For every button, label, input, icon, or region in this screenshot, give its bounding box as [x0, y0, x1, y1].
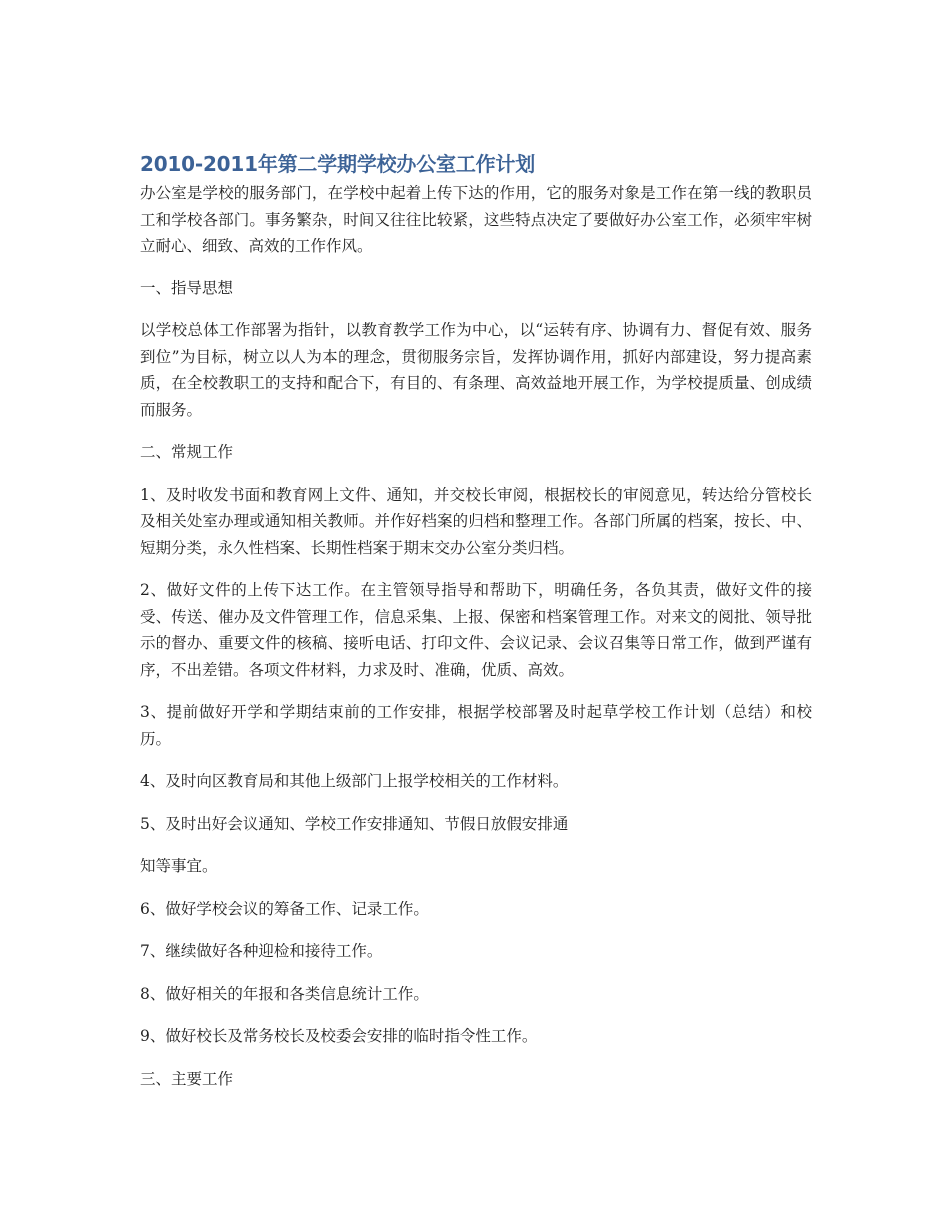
routine-item-5: 5、及时出好会议通知、学校工作安排通知、节假日放假安排通 — [140, 814, 569, 833]
section-heading-guiding-ideology: 一、指导思想 — [140, 278, 234, 297]
section-heading-main-work: 三、主要工作 — [140, 1069, 234, 1088]
document-title: 2010-2011年第二学期学校办公室工作计划 — [140, 152, 536, 176]
routine-item-2: 2、做好文件的上传下达工作。在主管领导指导和帮助下，明确任务，各负其责，做好文件的接受、传送、催办及文件管理工作，信息采集、上报、保密和档案管理工作。对来文的阅批、领导批示的督办、重要文件的核稿、接听电话、打印文件、会议记录、会议召集等日常工作，做到严谨有序，不出差错。各项文件材料，力求及时、准确，优质、高效。 — [140, 581, 812, 679]
routine-item-8: 8、做好相关的年报和各类信息统计工作。 — [140, 984, 429, 1003]
guiding-ideology-paragraph: 以学校总体工作部署为指针，以教育教学工作为中心，以“运转有序、协调有力、督促有效、服务到位”为目标，树立以人为本的理念，贯彻服务宗旨，发挥协调作用，抓好内部建设，努力提高素质，在全校教职工的支持和配合下，有目的、有条理、高效益地开展工作，为学校提质量、创成绩而服务。 — [140, 321, 812, 419]
routine-item-7: 7、继续做好各种迎检和接待工作。 — [140, 942, 383, 960]
section-heading-routine-work: 二、常规工作 — [140, 443, 234, 461]
routine-item-5-continued: 知等事宜。 — [140, 857, 218, 875]
routine-item-1: 1、及时收发书面和教育网上文件、通知，并交校长审阅，根据校长的审阅意见，转达给分管校长及相关处室办理或通知相关教师。并作好档案的归档和整理工作。各部门所属的档案，按长、中、短期分类，永久性档案、长期性档案于期末交办公室分类归档。 — [140, 485, 812, 557]
routine-item-3: 3、提前做好开学和学期结束前的工作安排，根据学校部署及时起草学校工作计划（总结）和校历。 — [140, 703, 812, 748]
routine-item-6: 6、做好学校会议的筹备工作、记录工作。 — [140, 899, 429, 918]
routine-item-9: 9、做好校长及常务校长及校委会安排的临时指令性工作。 — [140, 1027, 538, 1045]
routine-item-4: 4、及时向区教育局和其他上级部门上报学校相关的工作材料。 — [140, 772, 569, 790]
intro-paragraph: 办公室是学校的服务部门，在学校中起着上传下达的作用，它的服务对象是工作在第一线的教职员工和学校各部门。事务繁杂，时间又往往比较紧，这些特点决定了要做好办公室工作，必须牢牢树立耐心、细致、高效的工作作风。 — [140, 184, 812, 255]
document-page — [140, 150, 812, 1108]
